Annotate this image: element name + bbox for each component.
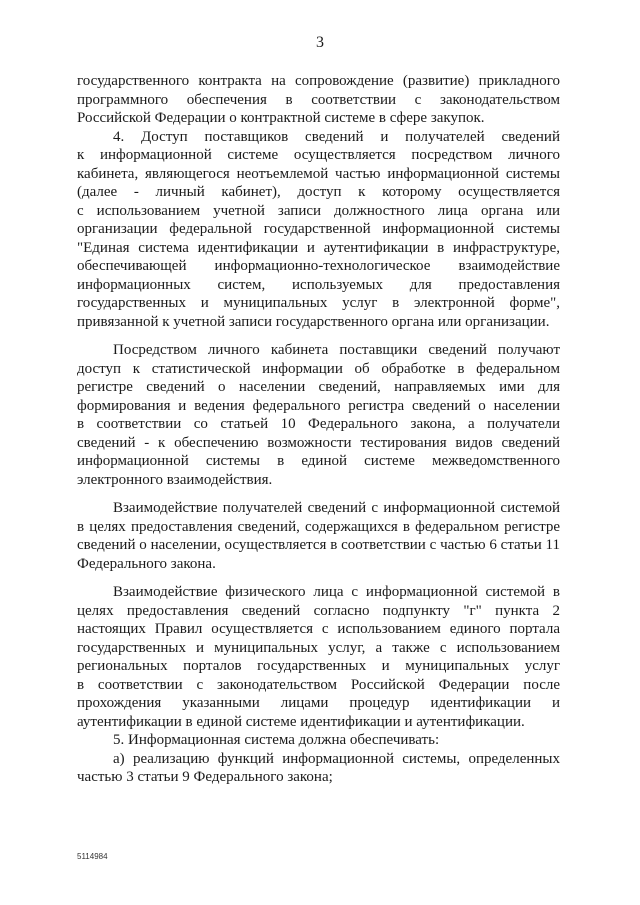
text-line: целях предоставления сведений согласно подпункту "г" пункта 2 [77, 602, 560, 619]
text-line: Российской Федерации о контрактной системе в сфере закупок. [77, 110, 485, 126]
text-line: Посредством личного кабинета поставщики сведений получают [113, 342, 560, 358]
text-line: частью 3 статьи 9 Федерального закона; [77, 769, 333, 785]
text-line: Федерального закона. [77, 555, 216, 572]
paragraph-item-a [77, 750, 560, 787]
text-line: программного обеспечения в соответствии с законодательством [77, 91, 560, 108]
text-line: 5. Информационная система должна обеспечивать: [113, 732, 440, 748]
text-line: "Единая система идентификации и аутентификации в инфраструктуре, [77, 239, 560, 256]
text-line: настоящих Правил осуществляется с использованием единого портала [77, 621, 560, 637]
text-line: привязанной к учетной записи государственного органа или организации. [77, 313, 550, 330]
text-line: обеспечивающей информационно-технологическое взаимодействие [77, 258, 560, 274]
text-line: в соответствии с законодательством Российской Федерации после [77, 676, 560, 693]
text-line: организации федеральной государственной информационной системы [77, 221, 560, 237]
text-line: регистре сведений о населении сведений, направляемых ими для [77, 379, 560, 395]
text-line: региональных порталов государственных и муниципальных услуг [77, 658, 560, 674]
text-line: аутентификации в единой системе идентификации и аутентификации. [77, 713, 525, 730]
paragraph-recipients-interaction [77, 499, 560, 573]
text-line: информационных систем, используемых для предоставления [77, 276, 560, 293]
text-line: сведений - к обеспечению возможности тестирования видов сведений [77, 434, 560, 451]
text-line: доступ к статистической информации об обработке в федеральном [77, 360, 560, 377]
text-line: государственного контракта на сопровождение (развитие) прикладного [77, 73, 560, 89]
text-line: в соответствии со статьей 10 Федерального закона, а получатели [77, 416, 560, 432]
text-line: государственных и муниципальных услуг, а также с использованием [77, 639, 560, 656]
text-line: в целях предоставления сведений, содержащихся в федеральном регистре [77, 518, 560, 535]
text-line: электронного взаимодействия. [77, 471, 273, 488]
paragraph-continuation [77, 72, 560, 128]
text-line: с использованием учетной записи должностного лица органа или [77, 202, 560, 219]
paragraph-personal-cabinet [77, 341, 560, 489]
page-number: 3 [316, 34, 324, 51]
text-line: кабинета, являющегося неотъемлемой частью информационной системы [77, 165, 560, 182]
paragraph-clause-4 [77, 128, 560, 332]
text-line: к информационной системе осуществляется посредством личного [77, 147, 560, 163]
text-line: информационной системы в единой системе межведомственного [77, 453, 560, 469]
paragraph-individual-interaction [77, 583, 560, 731]
text-line: формирования и ведения федерального регистра сведений о населении [77, 397, 560, 414]
text-line: (далее - личный кабинет), доступ к которому осуществляется [77, 184, 560, 200]
text-line: прохождения указанными лицами процедур идентификации и [77, 695, 560, 711]
text-line: 4. Доступ поставщиков сведений и получателей сведений [113, 128, 560, 145]
paragraph-clause-5 [77, 731, 560, 750]
text-line: сведений о населении, осуществляется в соответствии с частью 6 статьи 11 [77, 537, 560, 553]
document-body [77, 72, 560, 787]
text-line: Взаимодействие получателей сведений с информационной системой [113, 500, 560, 516]
text-line: государственных и муниципальных услуг в электронной форме", [77, 295, 560, 311]
text-line: а) реализацию функций информационной системы, определенных [113, 750, 560, 767]
document-code: 5114984 [77, 852, 108, 861]
text-line: Взаимодействие физического лица с информационной системой в [113, 584, 560, 600]
